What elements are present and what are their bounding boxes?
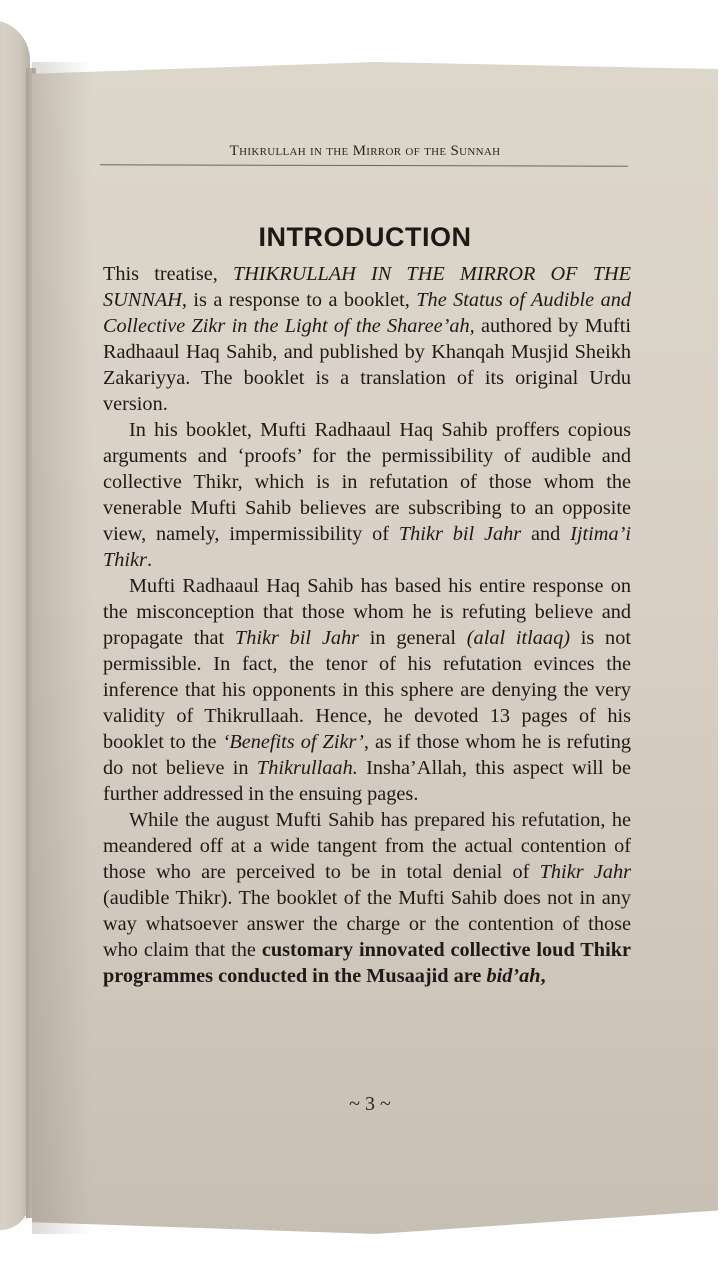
- paragraph-1: [103, 261, 631, 417]
- text-run: , as if those whom he is refuting do not believe in: [103, 731, 631, 779]
- body-text: [103, 261, 631, 989]
- text-run: is a response to a booklet,: [186, 289, 417, 311]
- text-run: authored by Mufti Radhaaul Haq Sahib, and published by Khanqah Musjid Sheikh Zakariyya. The booklet is a translation of its original Urdu version.: [103, 315, 631, 415]
- text-run: In his booklet, Mufti Radhaaul Haq Sahib proffers copious arguments and ‘proofs’ for the permissibility of audible and collective Thikr, which is in refutation of those whom the venerable Mufti Sahib believes are subscribing to an opposite view, namely, impermissibility of: [103, 419, 631, 545]
- italic-term: Thikr Jahr: [539, 861, 631, 883]
- booklet-title: The Status of Audible and Collective Zikr in the Light of the Sharee’ah,: [103, 289, 631, 337]
- text-run: in general: [359, 627, 467, 649]
- italic-term: (alal itlaaq): [466, 627, 570, 649]
- gutter-shadow: [32, 62, 92, 1234]
- paragraph-2: [103, 417, 631, 573]
- text-run: Insha’Allah, this aspect will be further addressed in the ensuing pages.: [103, 757, 631, 805]
- italic-term: Thikr bil Jahr: [398, 523, 522, 545]
- italic-term: Thikrullaah.: [256, 757, 358, 779]
- text-run: While the august Mufti Sahib has prepared his refutation, he meandered off at a wide tangent from the actual contention of those who are perceived to be in total denial of: [103, 809, 631, 883]
- text-run: and: [521, 523, 571, 545]
- paragraph-3: [103, 573, 631, 807]
- bold-emphasis: ,: [540, 965, 546, 987]
- bold-emphasis: customary innovated collective loud Thikr programmes conducted in the Musaajid are: [103, 939, 631, 987]
- page-number: ~ 3 ~: [349, 1093, 391, 1115]
- bold-italic-term: bid’ah: [486, 965, 541, 987]
- italic-term: Ijtima’i Thikr: [103, 523, 631, 571]
- text-run: is not permissible. In fact, the tenor of his refutation evinces the inference that his opponents in this sphere are denying the very validity of Thikrullaah. Hence, he devoted 13 pages of his booklet to the: [103, 627, 631, 753]
- chapter-title: INTRODUCTION: [258, 222, 472, 252]
- text-run: (audible Thikr). The booklet of the Mufti Sahib does not in any way whatsoever answer the charge or the contention of those who claim that the: [103, 887, 631, 961]
- italic-term: ‘Benefits of Zikr’: [222, 731, 364, 753]
- running-head: Thikrullah in the Mirror of the Sunnah: [229, 143, 501, 159]
- italic-term: Thikr bil Jahr: [234, 627, 360, 649]
- paragraph-4: [103, 807, 631, 989]
- treatise-title: THIKRULLAH IN THE MIRROR OF THE SUNNAH,: [103, 263, 632, 311]
- text-run: .: [146, 549, 153, 571]
- text-run: This treatise,: [103, 263, 233, 285]
- text-run: Mufti Radhaaul Haq Sahib has based his entire response on the misconception that those whom he is refuting believe and propagate that: [103, 575, 631, 649]
